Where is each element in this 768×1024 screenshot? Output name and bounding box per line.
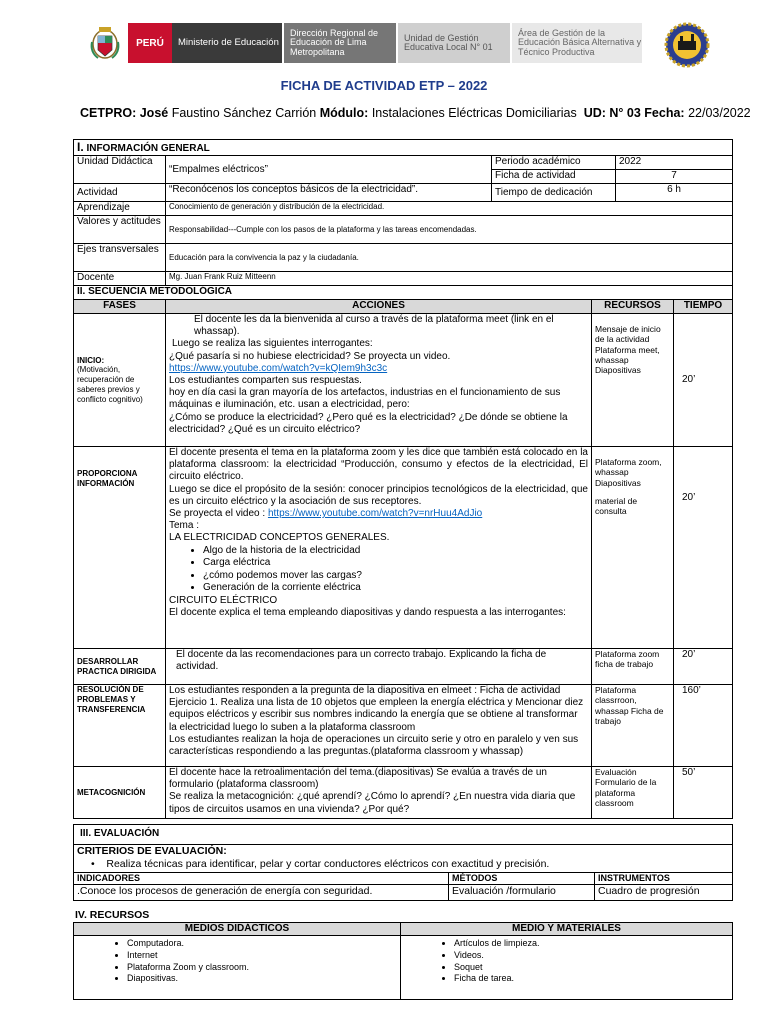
aprendizaje-label: Aprendizaje: [74, 202, 166, 216]
page-title: FICHA DE ACTIVIDAD ETP – 2022: [280, 78, 488, 93]
header-fases: FASES: [74, 300, 166, 314]
indicador-value: .Conoce los procesos de generación de energía con seguridad.: [74, 884, 449, 900]
peru-crest-icon: [88, 24, 122, 62]
ejes-value: Educación para la convivencia la paz y la ciudadanía.: [166, 244, 733, 272]
acciones-resolucion: [166, 685, 592, 767]
evaluacion-table: [73, 824, 733, 901]
aprendizaje-value: Conocimiento de generación y distribución de la electricidad.: [166, 202, 733, 216]
inicio-line-3: ¿Qué pasaría si no hubiese electricidad? Se proyecta un video.: [169, 350, 451, 362]
docente-label: Docente: [74, 272, 166, 286]
tiempo-label: Tiempo de dedicación: [492, 184, 616, 202]
list-item: • Computadora.: [127, 938, 397, 950]
recursos-metacognicion: Evaluación Formulario de la plataforma classroom: [592, 767, 674, 819]
metodo-value: Evaluación /formulario: [449, 884, 595, 900]
fase-inicio-desc: (Motivación, recuperación de saberes previos y conflicto cognitivo): [77, 365, 143, 404]
criterio-item: • Realiza técnicas para identificar, pelar y cortar conductores eléctricos con exactitud y precisión.: [91, 857, 550, 870]
list-item: • Generación de la corriente eléctrica: [203, 582, 588, 595]
tiempo-desarrollar: 20’: [674, 649, 733, 685]
proporciona-tema-title: LA ELECTRICIDAD CONCEPTOS GENERALES.: [169, 532, 390, 544]
list-item: • Ficha de tarea.: [454, 973, 729, 985]
docente-value: Mg. Juan Frank Ruiz Mitteenn: [166, 272, 733, 286]
proporciona-video-link[interactable]: https://www.youtube.com/watch?v=nrHuu4AdJio: [267, 507, 483, 519]
fecha-label: Fecha:: [644, 106, 685, 120]
tiempo-value: 6 h: [616, 184, 733, 202]
criterios-label: CRITERIOS DE EVALUACIÓN:: [77, 845, 227, 857]
resolucion-text-2: Los estudiantes realizan la hoja de operaciones un circuito serie y otro en paralelo y ven sus características respondiendo a las preguntas.(plataforma classroom y whassap): [169, 733, 579, 757]
peru-label: PERÚ: [128, 23, 172, 63]
fase-row-desarrollar: [74, 649, 733, 685]
materiales-list: [401, 936, 733, 1000]
proporciona-p3: Se proyecta el video :: [169, 507, 268, 519]
ugel-label: Unidad de Gestión Educativa Local N° 01: [398, 23, 510, 63]
header-logos: [88, 22, 642, 64]
fase-row-resolucion: [74, 685, 733, 767]
recursos-section-title: IV. RECURSOS: [75, 909, 150, 921]
metacognicion-text-2: Se realiza la metacognición: ¿qué aprendí? ¿Cómo lo aprendí? ¿En nuestra vida diaria que tipos de circuitos usamos en una vivienda? ¿Por qué?: [169, 791, 576, 815]
proporciona-bullets: [169, 545, 588, 595]
actividad-label: Actividad: [74, 184, 166, 202]
modulo-label: Módulo:: [319, 106, 369, 120]
ficha-label: Ficha de actividad: [492, 170, 616, 184]
list-item: • Plataforma Zoom y classroom.: [127, 962, 397, 974]
recursos-table: [73, 922, 733, 1000]
cetpro-seal-icon: [664, 22, 710, 68]
actividad-value: “Reconócenos los conceptos básicos de la electricidad”.: [166, 184, 492, 202]
inicio-video-link[interactable]: https://www.youtube.com/watch?v=kQIem9h3c3c: [169, 362, 388, 374]
acciones-proporciona: [166, 447, 592, 649]
unidad-label: Unidad Didáctica: [74, 156, 166, 184]
recursos-proporciona-2: material de consulta: [595, 496, 638, 517]
acciones-inicio: [166, 314, 592, 447]
proporciona-p4: El docente explica el tema empleando diapositivas y dando respuesta a las interrogantes:: [169, 606, 566, 618]
periodo-label: Periodo académico: [492, 156, 616, 170]
proporciona-p1: El docente presenta el tema en la plataforma zoom y les dice que también está colocado en la plataforma classroom: la electricidad “Producción, consumo y efectos de la electricidad, El circuito eléctrico.: [169, 447, 588, 483]
header-materiales: MEDIO Y MATERIALES: [401, 923, 733, 936]
area-label: Área de Gestión de la Educación Básica Alternativa y Técnico Productiva: [512, 23, 642, 63]
header-medios: MEDIOS DIDÁCTICOS: [74, 923, 401, 936]
header-tiempo: TIEMPO: [674, 300, 733, 314]
cetpro-value-first: José: [139, 106, 169, 120]
info-general-table: [73, 139, 733, 286]
acciones-metacognicion: [166, 767, 592, 819]
inicio-line-6: ¿Cómo se produce la electricidad? ¿Pero qué es la electricidad? ¿De dónde se obtiene la electricidad? ¿Qué es un circuito eléctrico?: [169, 411, 568, 435]
medios-list: [74, 936, 401, 1000]
inicio-line-2: Luego se realiza las siguientes interrogantes:: [172, 338, 373, 350]
dre-label: Dirección Regional de Educación de Lima Metropolitana: [284, 23, 396, 63]
recursos-proporciona: [592, 447, 674, 649]
cetpro-value: Faustino Sánchez Carrión: [171, 106, 317, 120]
tiempo-proporciona: 20’: [674, 447, 733, 649]
header-instrumentos: INSTRUMENTOS: [595, 873, 733, 885]
list-item: • Carga eléctrica: [203, 557, 588, 570]
header-indicadores: INDICADORES: [74, 873, 449, 885]
list-item: • Artículos de limpieza.: [454, 938, 729, 950]
proporciona-circuito: CIRCUITO ELÉCTRICO: [169, 594, 278, 606]
inicio-line-5: hoy en día casi la gran mayoría de los artefactos, industrias en el funcionamiento de sus máquinas e iluminación, etc. usan a electricidad, pero:: [169, 387, 561, 411]
list-item: • Diapositivas.: [127, 973, 397, 985]
ficha-value: 7: [616, 170, 733, 184]
recursos-desarrollar: Plataforma zoom ficha de trabajo: [592, 649, 674, 685]
fase-inicio: [74, 314, 166, 447]
fase-inicio-title: INICIO:: [77, 355, 105, 365]
fase-desarrollar: DESARROLLAR PRACTICA DIRIGIDA: [74, 649, 166, 685]
list-item: • Videos.: [454, 950, 729, 962]
list-item: • Algo de la historia de la electricidad: [203, 545, 588, 558]
fase-row-inicio: [74, 314, 733, 447]
ud-label: UD: N° 03: [583, 106, 641, 120]
recursos-proporciona-1: Plataforma zoom, whassap Diapositivas: [595, 457, 662, 488]
criterio-text: Realiza técnicas para identificar, pelar y cortar conductores eléctricos con exactitud y precisión.: [106, 857, 550, 870]
list-item: • Internet: [127, 950, 397, 962]
recursos-resolucion: Plataforma classrroon, whassap Ficha de trabajo: [592, 685, 674, 767]
tiempo-inicio: 20’: [674, 314, 733, 447]
unidad-value: “Empalmes eléctricos”: [166, 156, 492, 184]
tiempo-resolucion: 160’: [674, 685, 733, 767]
criterios-cell: [74, 845, 733, 873]
fase-resolucion: RESOLUCIÓN DE PROBLEMAS Y TRANSFERENCIA: [74, 685, 166, 767]
fase-proporciona: PROPORCIONA INFORMACIÓN: [74, 447, 166, 649]
list-item: • Soquet: [454, 962, 729, 974]
ministerio-label: Ministerio de Educación: [172, 23, 282, 63]
header-recursos: RECURSOS: [592, 300, 674, 314]
valores-label: Valores y actitudes: [74, 216, 166, 244]
recursos-inicio: Mensaje de inicio de la actividad Plataforma meet, whassap Diapositivas: [592, 314, 674, 447]
resolucion-text: Los estudiantes responden a la pregunta de la diapositiva en elmeet : Ficha de actividad Ejercicio 1. Realiza una lista de 10 objetos que empleen la energía eléctrica y Mencionar diez equipos eléctricos y escribir sus nombres indicando la energía que se obtiene al transformar la electricidad luego lo suben a la plataforma classroom: [169, 685, 584, 733]
valores-value: Responsabilidad---Cumple con los pasos de la plataforma y las tareas encomendadas.: [166, 216, 733, 244]
info-section-title: I. INFORMACIÓN GENERAL: [74, 140, 733, 156]
ejes-label: Ejes transversales: [74, 244, 166, 272]
subheader-line: [80, 106, 751, 120]
proporciona-p2: Luego se dice el propósito de la sesión: conocer principios tecnológicos de la electricidad, que es un circuito eléctrico y la asociación de sus receptores.: [169, 483, 588, 507]
fase-row-metacognicion: [74, 767, 733, 819]
list-item: • ¿cómo podemos mover las cargas?: [203, 570, 588, 583]
header-acciones: ACCIONES: [166, 300, 592, 314]
acciones-desarrollar: El docente da las recomendaciones para un correcto trabajo. Explicando la ficha de actividad.: [166, 649, 592, 685]
secuencia-table: [73, 285, 733, 819]
periodo-value: 2022: [616, 156, 733, 170]
evaluacion-section-title: III. EVALUACIÓN: [74, 825, 733, 845]
instrumento-value: Cuadro de progresión: [595, 884, 733, 900]
inicio-line-1: El docente les da la bienvenida al curso a través de la plataforma meet (link en el whassap).: [194, 314, 554, 338]
fecha-value: 22/03/2022: [688, 106, 751, 120]
metacognicion-text: El docente hace la retroalimentación del tema.(diapositivas) Se evalúa a través de un formulario (plataforma classroom): [169, 767, 547, 791]
modulo-value: Instalaciones Eléctricas Domiciliarias: [371, 106, 577, 120]
cetpro-label: CETPRO:: [80, 106, 137, 120]
tiempo-metacognicion: 50’: [674, 767, 733, 819]
inicio-line-4: Los estudiantes comparten sus respuestas.: [169, 374, 362, 386]
proporciona-tema: Tema :: [169, 520, 200, 532]
fase-row-proporciona: [74, 447, 733, 649]
fase-metacognicion: METACOGNICIÓN: [74, 767, 166, 819]
secuencia-section-title: II. SECUENCIA METODOLÓGICA: [74, 286, 733, 300]
header-metodos: MÉTODOS: [449, 873, 595, 885]
